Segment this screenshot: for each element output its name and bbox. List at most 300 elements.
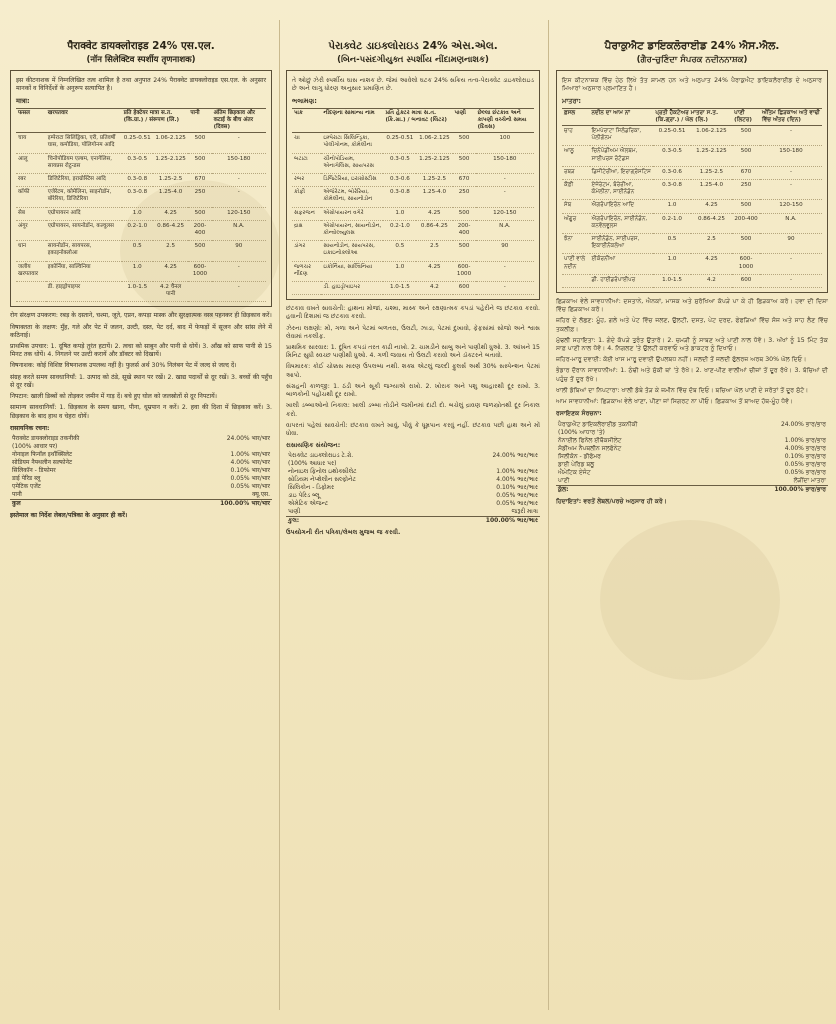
composition-row [556, 445, 828, 453]
dosage-cell-crop: ચા [292, 133, 321, 153]
dosage-cell-weeds: एग्रोपायरन, सायनोडॉन, कल्वुलस [46, 220, 122, 240]
dosage-cell-form: 1.25-2.5 [691, 166, 732, 179]
dosage-cell-form: 1.25-4.0 [416, 187, 452, 207]
instruction-paragraph: ઝેરના લક્ષણો: મોં, ગળા અને પેટમાં બળતરા, ઉલટી, ઝાડા, પેટમાં દુખાવો, ફેફસાંમાં સોજો અને શ્વાસ લેવામાં તકલીફ. [286, 324, 540, 340]
label-box [286, 70, 540, 300]
dosage-row [292, 187, 534, 207]
dosage-cell-water: 500 [453, 241, 476, 261]
dosage-row [292, 207, 534, 220]
dosage-cell-crop: ਕੌਫ਼ੀ [562, 180, 590, 200]
dosage-cell-crop [292, 282, 321, 295]
dose-label: ਮਾਤਰਾ: [562, 97, 582, 106]
dosage-row [562, 200, 822, 213]
ingredient-value [719, 429, 828, 437]
instruction-paragraph: ਖਾਲੀ ਡੱਬਿਆਂ ਦਾ ਨਿਪਟਾਰਾ: ਖਾਲੀ ਡੱਬੇ ਤੋੜ ਕੇ ਜ਼ਮੀਨ ਵਿੱਚ ਦੱਬ ਦਿਓ। ਬਚਿਆ ਘੋਲ ਪਾਣੀ ਦੇ ਸਰੋਤਾਂ ਤੋਂ ਦੂਰ ਸੁੱਟੋ। [556, 386, 809, 394]
ingredient-value: 0.05% भार/भार [230, 482, 270, 490]
dosage-cell-weeds: इकोर्निया, साल्विनिया [46, 261, 122, 281]
dosage-cell-ai: 1.0 [653, 200, 690, 213]
dosage-cell-weeds: ਇਮਪੇਰਾਟਾ ਸਿਲੰਡਰਿਕਾ, ਪੋਲੀਗੋਨਮ [590, 126, 654, 146]
dosage-cell-form: 4.25 [416, 207, 452, 220]
ingredient-name: डाई पेरिड ब्लू [12, 474, 41, 482]
composition-table [556, 421, 828, 494]
total-label: કુલ: [286, 517, 429, 526]
dosage-cell-phi: 120-150 [476, 207, 534, 220]
ingredient-name: પાણી [288, 508, 301, 516]
composition-row [556, 453, 828, 461]
dosage-cell-form: 0.86-4.25 [153, 220, 189, 240]
ingredient-value: 0.05% भार/भार [230, 474, 270, 482]
dosage-cell-weeds: ਈਕੋਰਨੀਆ [590, 254, 654, 274]
dosage-cell-water: 600-1000 [453, 261, 476, 281]
dosage-cell-ai: 0.2-1.0 [383, 220, 416, 240]
dosage-cell-crop: ડાંગર [292, 241, 321, 261]
dosage-cell-water: 500 [732, 126, 760, 146]
composition-row [286, 508, 540, 517]
ingredient-name: पैराक्वेट डायक्लोराइड तकनीकी [12, 434, 80, 442]
ingredient-name: (100% આધાર પર) [288, 460, 337, 468]
dosage-cell-phi: - [476, 187, 534, 207]
dosage-cell-crop: ਝੋਨਾ [562, 234, 590, 254]
composition-row [556, 429, 828, 437]
dosage-cell-phi: - [760, 274, 822, 287]
dosage-header-cell: ਅੰਤਿਮ ਛਿੜਕਾਅ ਅਤੇ ਵਾਢੀ ਵਿੱਚ ਅੰਤਰ (ਦਿਨ) [760, 108, 822, 125]
dosage-cell-phi: - [212, 187, 266, 207]
ingredient-value: 1.00% ਭਾਰ/ਭਾਰ [784, 436, 826, 444]
dosage-cell-crop [562, 274, 590, 287]
ingredient-name: ਐਮੇਟਿਕ ਏਜੰਟ [558, 468, 591, 476]
dosage-cell-crop: सेब [16, 207, 46, 220]
dosage-row [292, 174, 534, 187]
dosage-cell-weeds: એગ્રોપાયરન વગેરે [321, 207, 383, 220]
product-subtitle: (नॉन सिलेक्टिव स्पर्शीय तृणनाशक) [86, 55, 196, 65]
dosage-cell-ai: 0.2-1.0 [653, 213, 690, 233]
ingredient-value: 0.05% ਭਾਰ/ਭਾਰ [784, 468, 826, 476]
dosage-cell-water: 600 [732, 274, 760, 287]
ingredient-value: 24.00% ભાર/ભાર [492, 452, 538, 460]
ingredient-value: 24.00% भार/भार [226, 434, 270, 442]
dosage-cell-ai: 0.3-0.6 [653, 166, 690, 179]
dosage-cell-weeds: ਏਜੇਰੇਟਮ, ਬੋਰੇਰੀਆ, ਕੋਮੇਲੀਨਾ, ਸਾਈਨੋਡੋਨ [590, 180, 654, 200]
dosage-cell-water: 250 [453, 187, 476, 207]
instruction-paragraph: ਛਿੜਕਾਅ ਵੇਲੇ ਸਾਵਧਾਨੀਆਂ: ਦਸਤਾਨੇ, ਐਨਕਾਂ, ਮਾਸਕ ਅਤੇ ਸੁਰੱਖਿਆ ਕੱਪੜੇ ਪਾ ਕੇ ਹੀ ਛਿੜਕਾਅ ਕਰੋ। ਹਵਾ ਦੀ ਦਿਸ਼ਾ ਵਿੱਚ ਛਿੜਕਾਅ ਕਰੋ। [556, 298, 828, 314]
dosage-cell-weeds: ચીનોપોડિયમ, એનાગેલિસ, સાયપરસ [321, 153, 383, 173]
dosage-cell-water: 670 [732, 166, 760, 179]
ingredient-value: 0.05% ભાર/ભાર [496, 500, 538, 508]
dosage-row [562, 254, 822, 274]
dosage-cell-weeds: डी. हाइड्रोपाइपर [46, 282, 122, 302]
dosage-cell-crop: રબર [292, 174, 321, 187]
dosage-cell-ai: 0.25-0.51 [122, 133, 153, 153]
dosage-row [16, 220, 266, 240]
dosage-cell-ai: 0.3-0.8 [122, 174, 153, 187]
footer-note: ઉપયોગની રીત પત્રિકા/લેબલ મુજબ જ કરવી. [286, 529, 401, 537]
product-subtitle: (ਗੈਰ-ਚੁਣਿੰਦਾ ਸੰਪਰਕ ਨਦੀਨਨਾਸ਼ਕ) [636, 55, 748, 65]
dosage-cell-phi: 150-180 [476, 153, 534, 173]
dosage-row [16, 261, 266, 281]
dosage-header-cell: फसल [16, 108, 46, 133]
ingredient-value: 4.00% ભાર/ભાર [496, 476, 538, 484]
dosage-cell-weeds: ડિજિટેરિયા, ઇરાગ્રોસ્ટીસ [321, 174, 383, 187]
dosage-cell-phi: 120-150 [212, 207, 266, 220]
intro-text: ਇਸ ਕੀਟਨਾਸ਼ਕ ਵਿੱਚ ਹੇਠ ਲਿਖੇ ਤੱਤ ਸ਼ਾਮਲ ਹਨ ਅਤੇ ਅਨੁਪਾਤ 24% ਪੈਰਾਕੁਐਟ ਡਾਇਕਲੋਰਾਈਡ ਦੇ ਅਨੁਸਾਰ ਮਿਆਰਾਂ ਅਨੁਸਾਰ ਪ੍ਰਮਾਣਿਤ ਹੈ। [562, 77, 822, 93]
dosage-cell-water: 670 [453, 174, 476, 187]
label-box [556, 70, 828, 293]
dosage-row [292, 133, 534, 153]
ingredient-name: એમેટિક એજન્ટ [288, 500, 329, 508]
dosage-cell-ai: 0.25-0.51 [653, 126, 690, 146]
intro-text: इस कीटनाशक में निम्नलिखित तत्व शामिल है तथा अनुपात 24% पैराक्वेट डायक्लोराइड एस.एल. के अनुसार मानकों व विनिर्देशों के अनुरूप सत्यापित है। [16, 77, 266, 93]
dosage-header-row [292, 108, 534, 133]
dosage-cell-form: 4.2 चैनल पानी [153, 282, 189, 302]
composition-row [556, 421, 828, 429]
column-header [556, 40, 828, 66]
ingredient-name: ਸਿਲੀਕੋਨ - ਡੀਫੋਮਰ [558, 452, 601, 460]
instruction-paragraph: सामान्य सावधानियाँ: 1. छिड़काव के समय खाना, पीना, धूम्रपान न करें। 2. हवा की दिशा में छिड़काव करें। 3. छिड़काव के बाद हाथ व चेहरा धोयें। [10, 404, 272, 420]
dosage-cell-crop: चाय [16, 133, 46, 153]
dosage-cell-form: 1.06-2.125 [416, 133, 452, 153]
dosage-cell-crop: रबर [16, 174, 46, 187]
composition-row [10, 475, 272, 483]
dosage-cell-form: 1.25-2.125 [416, 153, 452, 173]
dosage-header-cell: प्रति हेक्टेयर मात्रा स.त. (कि.ग्रा.) / संरूपण (लि.) [122, 108, 189, 133]
ingredient-name: સોડિયમ નેપ્થેલીન સલ્ફોનેટ [288, 476, 356, 484]
composition-row [286, 484, 540, 492]
dosage-cell-ai: 0.25-0.51 [383, 133, 416, 153]
dosage-cell-water: 500 [188, 153, 211, 173]
dosage-cell-phi: - [476, 174, 534, 187]
instruction-paragraph: વાપરતાં પહેલાં સાવચેતી: છંટકાવ વખતે ખાવું, પીવું કે ધૂમ્રપાન કરવું નહીં. છંટકાવ પછી હાથ અને મોં ધોવા. [286, 421, 540, 437]
total-value: 100.00% ભાર/ભાર [429, 517, 540, 526]
composition-row [10, 491, 272, 500]
dosage-cell-water: 500 [453, 207, 476, 220]
dosage-cell-form: 4.25 [691, 200, 732, 213]
dosage-header-cell: ਪਾਣੀ (ਲਿਟਰ) [732, 108, 760, 125]
dosage-cell-crop: ਚਾਹ [562, 126, 590, 146]
gujarati-column [286, 40, 540, 1015]
instruction-paragraph: વિષમારક: કોઈ ચોક્કસ મારણ ઉપલબ્ધ નથી. શક્ય એટલું જલ્દી ફુલર્સ અર્થ 30% સસ્પેન્શન પેટમાં આપો. [286, 363, 540, 379]
dosage-cell-weeds: ਐਗਰੋਪਾਇਰੋਨ, ਸਾਈਨੋਡੋਨ, ਕਨਵੋਲਵੂਲਸ [590, 213, 654, 233]
ingredient-value [159, 443, 272, 451]
instruction-paragraph: प्राथमिक उपचार: 1. दूषित कपड़े तुरंत हटायें। 2. त्वचा को साबुन और पानी से धोयें। 3. आँख को साफ पानी से 15 मिनट तक धोयें। 4. निगलने पर उल्टी करायें और डॉक्टर को दिखायें। [10, 343, 272, 359]
ingredient-name: एमेटिक एजेंट [12, 482, 41, 490]
instruction-paragraph: विषनाशक: कोई विशिष्ट विषनाशक उपलब्ध नहीं है। फुलर्स अर्थ 30% निलंबन पेट में जल्द से जल्द दें। [10, 362, 237, 370]
instruction-paragraph: સંગ્રહની કાળજી: 1. ઠંડી અને સૂકી જગ્યાએ રાખો. 2. ખોરાક અને પશુ આહારથી દૂર રાખો. 3. બાળકોની પહોંચથી દૂર રાખો. [286, 382, 540, 399]
dosage-cell-crop: धान [16, 241, 46, 261]
dosage-cell-form: 0.86-4.25 [691, 213, 732, 233]
ingredient-name: (100% आधार पर) [12, 442, 58, 450]
dosage-cell-weeds: ਐਗਰੋਪਾਇਰੋਨ ਆਦਿ [590, 200, 654, 213]
instruction-paragraph: रोग संरक्षण उपकरण: रबड़ के दस्ताने, चश्मा, जूते, एप्रन, कपड़ा मास्क और सुरक्षात्मक वस्त्र पहनकर ही छिड़काव करें। [10, 312, 272, 320]
dosage-cell-water: 200-400 [188, 220, 211, 240]
ingredient-name: પેરાક્વેટ ડાઇક્લોરાઇડ ટે.ગ્રે. [288, 452, 354, 460]
dosage-body [292, 133, 534, 295]
dosage-cell-form: 1.06-2.125 [153, 133, 189, 153]
dosage-row [292, 153, 534, 173]
dosage-cell-phi: 100 [476, 133, 534, 153]
dosage-cell-water: 600-1000 [188, 261, 211, 281]
dosage-cell-phi: - [476, 282, 534, 295]
dosage-cell-form: 4.25 [691, 254, 732, 274]
composition-row [10, 467, 272, 475]
ingredient-value: क्यू.एस. [252, 490, 270, 498]
composition-title: रासायनिक रचना: [10, 424, 50, 432]
dosage-header-cell: खरपतवार [46, 108, 122, 133]
dosage-header-cell: अंतिम छिड़काव और कटाई के बीच अंतर (दिवस) [212, 108, 266, 133]
dosage-cell-crop: કોફી [292, 187, 321, 207]
dosage-cell-phi: 150-180 [760, 146, 822, 166]
dosage-cell-form: 2.5 [416, 241, 452, 261]
composition-row [286, 452, 540, 460]
dosage-row [562, 213, 822, 233]
dosage-row [292, 241, 534, 261]
total-label: कुल [10, 499, 159, 508]
total-value: 100.00% ਭਾਰ/ਭਾਰ [719, 485, 828, 494]
dosage-cell-water: 500 [732, 146, 760, 166]
label-box [10, 70, 272, 307]
dosage-cell-ai: 1.0 [122, 261, 153, 281]
dosage-cell-form: 1.06-2.125 [691, 126, 732, 146]
composition-total-row [10, 499, 272, 508]
dosage-cell-weeds: एग्रोपायरन आदि [46, 207, 122, 220]
dosage-cell-ai: 0.2-1.0 [122, 220, 153, 240]
dosage-header-cell: પાક [292, 108, 321, 133]
dosage-cell-ai: 1.0-1.5 [122, 282, 153, 302]
dosage-cell-form: 1.25-4.0 [153, 187, 189, 207]
dosage-header-cell: પ્રતિ હેક્ટર માત્રા સ.ત. (કિ.ગ્રા.) / બનાવટ (લિટર) [383, 108, 452, 133]
dosage-row [16, 153, 266, 173]
dosage-cell-water: 500 [453, 153, 476, 173]
dosage-cell-ai: 0.5 [383, 241, 416, 261]
instruction-paragraph: છંટકાવ વખતે સાવચેતી: હાથના મોજાં, ચશ્મા, માસ્ક અને રક્ષણાત્મક કપડાં પહેરીને જ છંટકાવ કરવો. હવાની દિશામાં જ છંટકાવ કરવો. [286, 305, 540, 321]
hindi-column [10, 40, 272, 1015]
dosage-cell-crop: દ્રાક્ષ [292, 220, 321, 240]
column-header [10, 40, 272, 66]
column-header [286, 40, 540, 66]
dosage-cell-weeds: એજેરેટમ, બોરેરિયા, કોમેલીના, સાયનોડોન [321, 187, 383, 207]
dosage-cell-weeds: ઇમ્પેરાટા સિલિન્ડ્રિકા, પોલીગોનમ, કોમેલીના [321, 133, 383, 153]
dosage-cell-weeds: चिनोपोडियम एल्बम, एनागेलिस, सायप्रस रोटुन्डस [46, 153, 122, 173]
dosage-cell-phi: - [476, 261, 534, 281]
dose-label: मात्रा: [16, 97, 30, 106]
dosage-cell-form: 1.25-2.5 [416, 174, 452, 187]
ingredient-value: 1.00% भार/भार [230, 450, 270, 458]
dose-label: ભલામણ: [292, 97, 317, 106]
composition-row [10, 435, 272, 443]
dosage-header-cell: છેલ્લા છંટકાવ અને કાપણી વચ્ચેનો સમય (દિવસ) [476, 108, 534, 133]
dosage-cell-weeds: ਡਿਜੀਟੇਰੀਆ, ਇਰਾਗ੍ਰੋਸਟਿਸ [590, 166, 654, 179]
dosage-header-row [16, 108, 266, 133]
ingredient-value: 0.10% भार/भार [230, 466, 270, 474]
dosage-cell-form: 4.2 [416, 282, 452, 295]
dosage-cell-water: 500 [188, 133, 211, 153]
dosage-row [562, 166, 822, 179]
dosage-cell-phi: - [212, 174, 266, 187]
ingredient-value: 0.10% ਭਾਰ/ਭਾਰ [784, 452, 826, 460]
dosage-cell-form: 4.2 [691, 274, 732, 287]
dosage-cell-phi: - [760, 180, 822, 200]
composition-total-row [556, 485, 828, 494]
footer-note: ਹਿਦਾਇਤਾਂ: ਵਰਤੋਂ ਲੇਬਲ/ਪਰਚੇ ਅਨੁਸਾਰ ਹੀ ਕਰੋ। [556, 497, 667, 505]
body-section [286, 305, 540, 438]
ingredient-name: ਪੈਰਾਕੁਐਟ ਡਾਇਕਲੋਰਾਈਡ ਤਕਨੀਕੀ [558, 420, 638, 428]
dosage-cell-form: 1.25-2.125 [691, 146, 732, 166]
dosage-cell-crop: ਅੰਗੂਰ [562, 213, 590, 233]
total-label: ਕੁੱਲ: [556, 485, 719, 494]
instruction-paragraph: પ્રાથમિક સારવાર: 1. દૂષિત કપડાં તરત કાઢી નાખો. 2. ચામડીને સાબુ અને પાણીથી ધુઓ. 3. આંખને 15 મિનિટ સુધી સ્વચ્છ પાણીથી ધુઓ. 4. ગળી જવાય તો ઉલટી કરાવો અને ડૉક્ટરને બતાવો. [286, 344, 540, 360]
dosage-header-cell: ਪ੍ਰਤੀ ਹੈਕਟੇਅਰ ਮਾਤਰਾ ਸ.ਤ. (ਕਿ.ਗ੍ਰਾ.) / ਘੋਲ (ਲਿ.) [653, 108, 732, 125]
dosage-cell-ai: 1.0-1.5 [383, 282, 416, 295]
dosage-cell-weeds: डिजिटेरिया, इराग्रोस्टिस आदि [46, 174, 122, 187]
dosage-row [562, 146, 822, 166]
dosage-row [16, 133, 266, 153]
dosage-cell-water: 600-1000 [732, 254, 760, 274]
dosage-cell-phi: - [760, 166, 822, 179]
dosage-cell-crop: अंगूर [16, 220, 46, 240]
dosage-row [16, 187, 266, 207]
ingredient-value: 0.10% ભાર/ભાર [496, 484, 538, 492]
dosage-body [16, 133, 266, 302]
composition-row [556, 477, 828, 486]
composition-title: ਰਸਾਇਣਕ ਸੰਰਚਨਾ: [556, 410, 602, 418]
dosage-header-cell: ਫ਼ਸਲ [562, 108, 590, 125]
dosage-cell-phi: - [760, 126, 822, 146]
dosage-row [16, 241, 266, 261]
dosage-cell-form: 4.25 [153, 207, 189, 220]
product-title: ਪੈਰਾਕੁਐਟ ਡਾਇਕਲੋਰਾਈਡ 24% ਐਸ.ਐਲ. [604, 40, 780, 52]
dosage-row [16, 174, 266, 187]
dosage-cell-phi: N.A. [760, 213, 822, 233]
composition-table [286, 452, 540, 525]
instruction-paragraph: ਜ਼ਹਿਰ ਦੇ ਲੱਛਣ: ਮੂੰਹ, ਗਲੇ ਅਤੇ ਪੇਟ ਵਿੱਚ ਜਲਣ, ਉਲਟੀ, ਦਸਤ, ਪੇਟ ਦਰਦ, ਫੇਫੜਿਆਂ ਵਿੱਚ ਸੋਜ ਅਤੇ ਸਾਹ ਲੈਣ ਵਿੱਚ ਤਕਲੀਫ਼। [556, 317, 828, 333]
dosage-cell-phi: 90 [476, 241, 534, 261]
product-title: पैराक्वेट डायक्लोराइड 24% एस.एल. [67, 40, 215, 52]
dosage-row [292, 261, 534, 281]
dosage-cell-water: 200-400 [453, 220, 476, 240]
dosage-cell-weeds: इम्पेराटा सिलिंड्रिका, एरी, प्रतिवर्षी घास, कमोडिया, पोलिगोनम आदि [46, 133, 122, 153]
dosage-cell-weeds: ਸਾਈਨੋਡੋਨ, ਸਾਈਪਰਸ, ਇਕਾਈਨੋਕਲੋਆ [590, 234, 654, 254]
dosage-cell-phi: - [760, 254, 822, 274]
column-divider [279, 20, 280, 1010]
punjabi-column [556, 40, 828, 1015]
ingredient-name: નોનાઇલ ફિનોલ ઇથોક્સીલેટ [288, 468, 357, 476]
product-subtitle: (બિન-પસંદગીયુક્ત સ્પર્શીય નીંદામણનાશક) [337, 55, 489, 65]
dosage-row [16, 282, 266, 302]
composition-row [10, 483, 272, 491]
dosage-cell-ai: 0.3-0.8 [383, 187, 416, 207]
ingredient-name: नोनाइल फिनॉल इथॉक्सिलेट [12, 450, 72, 458]
ingredient-name: (100% ਆਧਾਰ 'ਤੇ) [558, 428, 605, 436]
ingredient-name: સિલિકોન - ડિફોમર [288, 484, 335, 492]
composition-title: રાસાયણિક સંયોજન: [286, 442, 341, 450]
dosage-cell-crop: બટાટા [292, 153, 321, 173]
dosage-cell-crop [16, 282, 46, 302]
ingredient-value: 24.00% ਭਾਰ/ਭਾਰ [780, 420, 826, 428]
dosage-cell-ai: 0.3-0.5 [653, 146, 690, 166]
dosage-cell-weeds: ડી. હાઇડ્રોપાઇપર [321, 282, 383, 295]
ingredient-value [429, 460, 540, 468]
composition-row [10, 459, 272, 467]
dosage-cell-weeds: સાયનોડોન, સાયપરસ, ઇકાઇનોક્લોઆ [321, 241, 383, 261]
dosage-cell-form: 4.25 [416, 261, 452, 281]
dosage-cell-crop: ਰਬੜ [562, 166, 590, 179]
ingredient-name: ਨੋਨਾਈਲ ਫਿਨੋਲ ਈਥੌਕਸੀਲੇਟ [558, 436, 622, 444]
instruction-paragraph: निपटान: खाली डिब्बों को तोड़कर जमीन में गाड़ दें। बचे हुए घोल को जलस्रोतों से दूर निपटायें। [10, 393, 218, 401]
composition-row [556, 461, 828, 469]
dosage-cell-phi: N.A. [476, 220, 534, 240]
dosage-header-cell: ਨਦੀਨ ਦਾ ਆਮ ਨਾਂ [590, 108, 654, 125]
ingredient-name: ਪਾਣੀ [558, 476, 570, 484]
dosage-cell-phi: 90 [760, 234, 822, 254]
dosage-cell-water: 500 [188, 207, 211, 220]
ingredient-value: 0.05% ਭਾਰ/ਭਾਰ [784, 460, 826, 468]
dosage-cell-phi: 150-180 [212, 153, 266, 173]
dosage-row [562, 274, 822, 287]
ingredient-name: ਸੋਡੀਅਮ ਨੈਪਥਲੀਨ ਸਲਫੋਨੇਟ [558, 444, 622, 452]
ingredient-name: सिलिकॉन - डिफोमर [12, 466, 56, 474]
ingredient-value: જરૂરી માત્રા [511, 508, 538, 516]
dosage-row [562, 180, 822, 200]
composition-row [286, 500, 540, 508]
body-section [556, 298, 828, 406]
dosage-cell-form: 2.5 [153, 241, 189, 261]
dosage-cell-phi: 90 [212, 241, 266, 261]
instruction-paragraph: ਆਮ ਸਾਵਧਾਨੀਆਂ: ਛਿੜਕਾਅ ਵੇਲੇ ਖਾਣਾ, ਪੀਣਾ ਜਾਂ ਸਿਗਰਟ ਨਾ ਪੀਓ। ਛਿੜਕਾਅ ਤੋਂ ਬਾਅਦ ਹੱਥ-ਮੂੰਹ ਧੋਵੋ। [556, 398, 794, 406]
ingredient-value: 1.00% ભાર/ભાર [496, 468, 538, 476]
dosage-cell-phi: - [212, 133, 266, 153]
dosage-cell-phi: - [212, 261, 266, 281]
dosage-row [292, 282, 534, 295]
dosage-cell-weeds: ਡੀ. ਹਾਈਡਰੋਪਾਈਪਰ [590, 274, 654, 287]
dosage-cell-water: 600 [453, 282, 476, 295]
dosage-cell-water: 250 [732, 180, 760, 200]
ingredient-value: 4.00% ਭਾਰ/ਭਾਰ [784, 444, 826, 452]
dosage-header-cell: पानी [188, 108, 211, 133]
dosage-cell-crop: आलू [16, 153, 46, 173]
dosage-cell-water: 200-400 [732, 213, 760, 233]
instruction-paragraph: ਭੰਡਾਰ ਦੌਰਾਨ ਸਾਵਧਾਨੀਆਂ: 1. ਠੰਢੀ ਅਤੇ ਸੁੱਕੀ ਥਾਂ 'ਤੇ ਰੱਖੋ। 2. ਖਾਣ-ਪੀਣ ਵਾਲੀਆਂ ਚੀਜ਼ਾਂ ਤੋਂ ਦੂਰ ਰੱਖੋ। 3. ਬੱਚਿਆਂ ਦੀ ਪਹੁੰਚ ਤੋਂ ਦੂਰ ਰੱਖੋ। [556, 367, 828, 383]
dosage-cell-ai: 0.5 [653, 234, 690, 254]
dosage-cell-ai: 0.3-0.5 [383, 153, 416, 173]
dosage-cell-ai: 0.3-0.8 [653, 180, 690, 200]
dosage-row [562, 234, 822, 254]
dosage-table [562, 108, 822, 288]
dosage-cell-form: 4.25 [153, 261, 189, 281]
dosage-cell-crop: સફરજન [292, 207, 321, 220]
composition-row [10, 443, 272, 451]
total-value: 100.00% भार/भार [159, 499, 272, 508]
ingredient-name: ડાઇ પેરિડ બ્લૂ [288, 492, 320, 500]
dosage-header-row [562, 108, 822, 125]
dosage-cell-crop: ਪਾਣੀ ਵਾਲੇ ਨਦੀਨ [562, 254, 590, 274]
dosage-row [292, 220, 534, 240]
dosage-cell-water: 670 [188, 174, 211, 187]
dosage-cell-ai: 1.0 [122, 207, 153, 220]
ingredient-name: ਡਾਈ ਪੇਰਿਡ ਬਲੂ [558, 460, 595, 468]
ingredient-name: पानी [12, 490, 22, 498]
instruction-paragraph: संग्रह करते समय सावधानियाँ: 1. उत्पाद को ठंडे, सूखे स्थान पर रखें। 2. खाद्य पदार्थों से दूर रखें। 3. बच्चों की पहुँच से दूर रखें। [10, 373, 272, 389]
dosage-header-cell: નીંદણના સામાન્ય નામ [321, 108, 383, 133]
dosage-cell-ai: 0.3-0.8 [122, 187, 153, 207]
footer-note: इस्तेमाल का निर्देश लेबल/पत्रिका के अनुसार ही करें। [10, 511, 128, 519]
dosage-cell-ai: 0.3-0.6 [383, 174, 416, 187]
dosage-cell-form: 0.86-4.25 [416, 220, 452, 240]
dosage-cell-water [188, 282, 211, 302]
dosage-cell-weeds: सायनोडॉन, सायपरस, इकाइनोक्लोआ [46, 241, 122, 261]
body-section [10, 312, 272, 420]
dosage-cell-form: 2.5 [691, 234, 732, 254]
dosage-cell-weeds: ઇકોર્નિયા, સાલ્વિનિયા [321, 261, 383, 281]
dosage-cell-weeds: एजेरेटम, कोमेलिना, साइनोडॉन, बोरेरिया, डिजिटेरिया [46, 187, 122, 207]
